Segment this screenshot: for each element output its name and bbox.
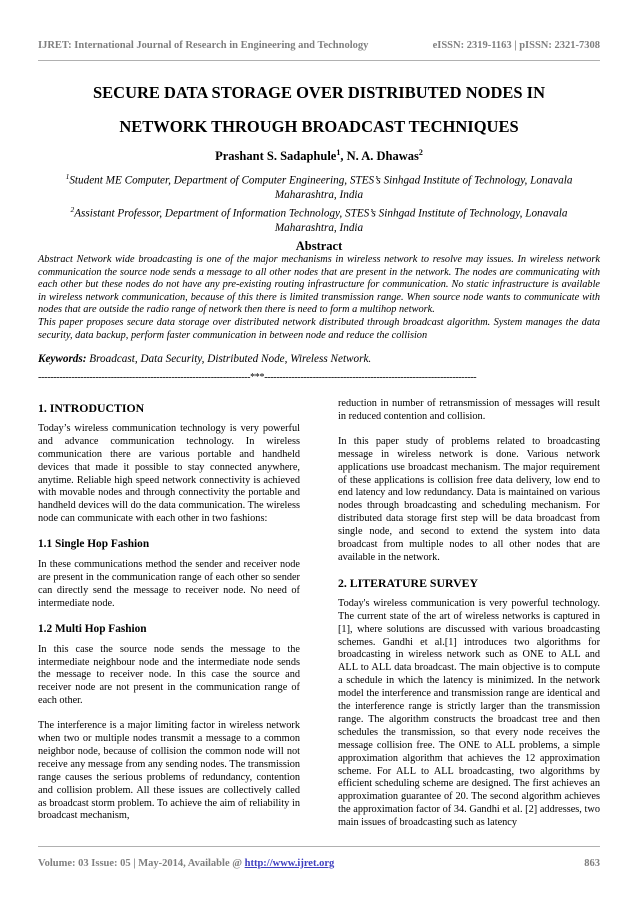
running-footer	[38, 858, 600, 869]
paragraph-multi-hop: In this case the source node sends the message to the intermediate neighbour node and the intermediate node sends the message to receiver node. In this case the source and receiver node are not present in the communication range of each other.	[38, 643, 300, 707]
journal-name: IJRET: International Journal of Research in Engineering and Technology	[38, 40, 369, 51]
keywords-label: Keywords:	[38, 353, 87, 365]
author-1: Prashant S. Sadaphule	[215, 149, 337, 164]
paper-title	[38, 80, 600, 140]
abstract-paragraph-2: This paper proposes secure data storage over distributed network distributed through broadcast algorithm. System manages the data security, data backup, perform faster communication in between node and reduce the collision	[38, 316, 600, 341]
affiliation-1-sup: 1	[65, 172, 70, 181]
abstract-body	[38, 254, 600, 342]
journal-url-link[interactable]: http://www.ijret.org	[244, 858, 335, 869]
section-separator: ----------------------------------------------------------------------***----------------------------------------------------------------------	[38, 372, 477, 383]
affiliation-1-text: Student ME Computer, Department of Computer Engineering, STES’s Sinhgad Institute of Technology, Lonavala Maharashtra, India	[69, 174, 573, 202]
footer-rule	[38, 846, 600, 847]
paragraph-interference: The interference is a major limiting factor in wireless network when two or multiple nodes transmit a message to a common neighbor node, because of collision the common node will not receive any message from any sending nodes. The transmission range causes the serious problems of redundancy, contention and collision problem. All these issues are collectively called as broadcast storm problem. To achieve the aim of reliability in broadcast mechanism,	[38, 720, 300, 822]
author-separator: ,	[340, 149, 347, 164]
paragraph-single-hop: In these communications method the sender and receiver node are present in the communication range of each other so sender can directly send the message to receiver node. No need of intermediate node.	[38, 559, 300, 609]
volume-info: Volume: 03 Issue: 05 | May-2014, Available @	[38, 858, 245, 869]
paragraph-introduction: Today’s wireless communication technology is very powerful and advance communication technology. In wireless communication there are various portable and handheld devices that made it possible to stay connected anywhere, anytime. Reliable high speed network connectivity is achieved with movable nodes and through connectivity the portable and handheld devices will do the data communication. The wireless node can communicate with each other in two fashions:	[38, 422, 300, 525]
author-2: N. A. Dhawas	[346, 149, 419, 164]
affiliation-2-text: Assistant Professor, Department of Information Technology, STES’s Sinhgad Institute of Technology, Lonavala Maharashtra, India	[74, 207, 568, 234]
authors	[38, 148, 600, 164]
affiliations	[44, 170, 594, 235]
keywords-text: Broadcast, Data Security, Distributed Node, Wireless Network.	[86, 353, 372, 365]
left-column	[38, 398, 300, 835]
paragraph-literature-survey: Today's wireless communication is very powerful technology. The current state of the art of wireless networks is captured in [1], where solutions are discussed with various broadcasting schemes. Gandhi et al.[1] introduces two algorithms for broadcasting in wireless network such as ONE to ALL and ALL to ALL data broadcast. The main objective is to compute a schedule in which the latency is minimized. In the network model the interference and transmission range are identical and the interference range is strictly larger than the transmission range. The algorithm constructs the broadcast tree and then schedules the transmission, so that every node receives the message collision free. The ONE to ALL problems, a simple approximation algorithm that achieves the 12 approximation scheme. For ALL to ALL broadcasting, two algorithms by efficient scheduling scheme are designed. The first achieves an approximation guarantee of 20. The second algorithm achieves the approximation factor of 34. Gandhi et al. [2] addresses, two main issues of broadcasting such as latency	[338, 597, 600, 829]
affiliation-2-sup: 2	[70, 204, 75, 214]
running-header	[38, 40, 600, 51]
keywords	[38, 353, 600, 365]
title-line-1: SECURE DATA STORAGE OVER DISTRIBUTED NODES IN	[92, 83, 546, 102]
author-2-sup: 2	[418, 148, 423, 157]
affiliation-1	[44, 170, 594, 203]
paragraph-continuation: reduction in number of retransmission of messages will result in reduced contention and collision.	[338, 398, 600, 422]
heading-literature-survey: 2. LITERATURE SURVEY	[338, 575, 478, 590]
page-number: 863	[584, 858, 600, 869]
right-column	[338, 398, 600, 842]
heading-multi-hop: 1.2 Multi Hop Fashion	[38, 622, 147, 635]
title-line-2: NETWORK THROUGH BROADCAST TECHNIQUES	[119, 117, 519, 136]
abstract-heading: Abstract	[295, 239, 343, 253]
heading-single-hop: 1.1 Single Hop Fashion	[38, 538, 150, 551]
abstract-paragraph-1: Abstract Network wide broadcasting is one of the major mechanisms in wireless network to resolve may issues. In wireless network communication the source node sends a message to all other nodes that are present in the network. The nodes are communicating with each other but these nodes do not have any pre-existing routing infrastructure for communication. No static infrastructure is available in wireless network communication, because of this there is limited transmission range. When source node wants to communicate with nodes that are outside the radio range of network then there is need to form a multihop network.	[38, 254, 600, 316]
header-rule	[38, 60, 600, 61]
issn: eISSN: 2319-1163 | pISSN: 2321-7308	[432, 40, 600, 51]
author-1-sup: 1	[336, 148, 341, 157]
paragraph-study: In this paper study of problems related to broadcasting message in wireless network is done. Various network applications use broadcast mechanism. The major requirement of these applications is collision free data delivery, low end to end latency and low redundancy. Data is maintained on various nodes through broadcasting and scheduling mechanism. For distributed data storage first step will be data broadcast from single node, and second to extend the system into data broadcast from multiple nodes to all other nodes that are available in the network.	[338, 435, 600, 563]
affiliation-2	[44, 203, 594, 236]
heading-introduction: 1. INTRODUCTION	[38, 401, 145, 415]
